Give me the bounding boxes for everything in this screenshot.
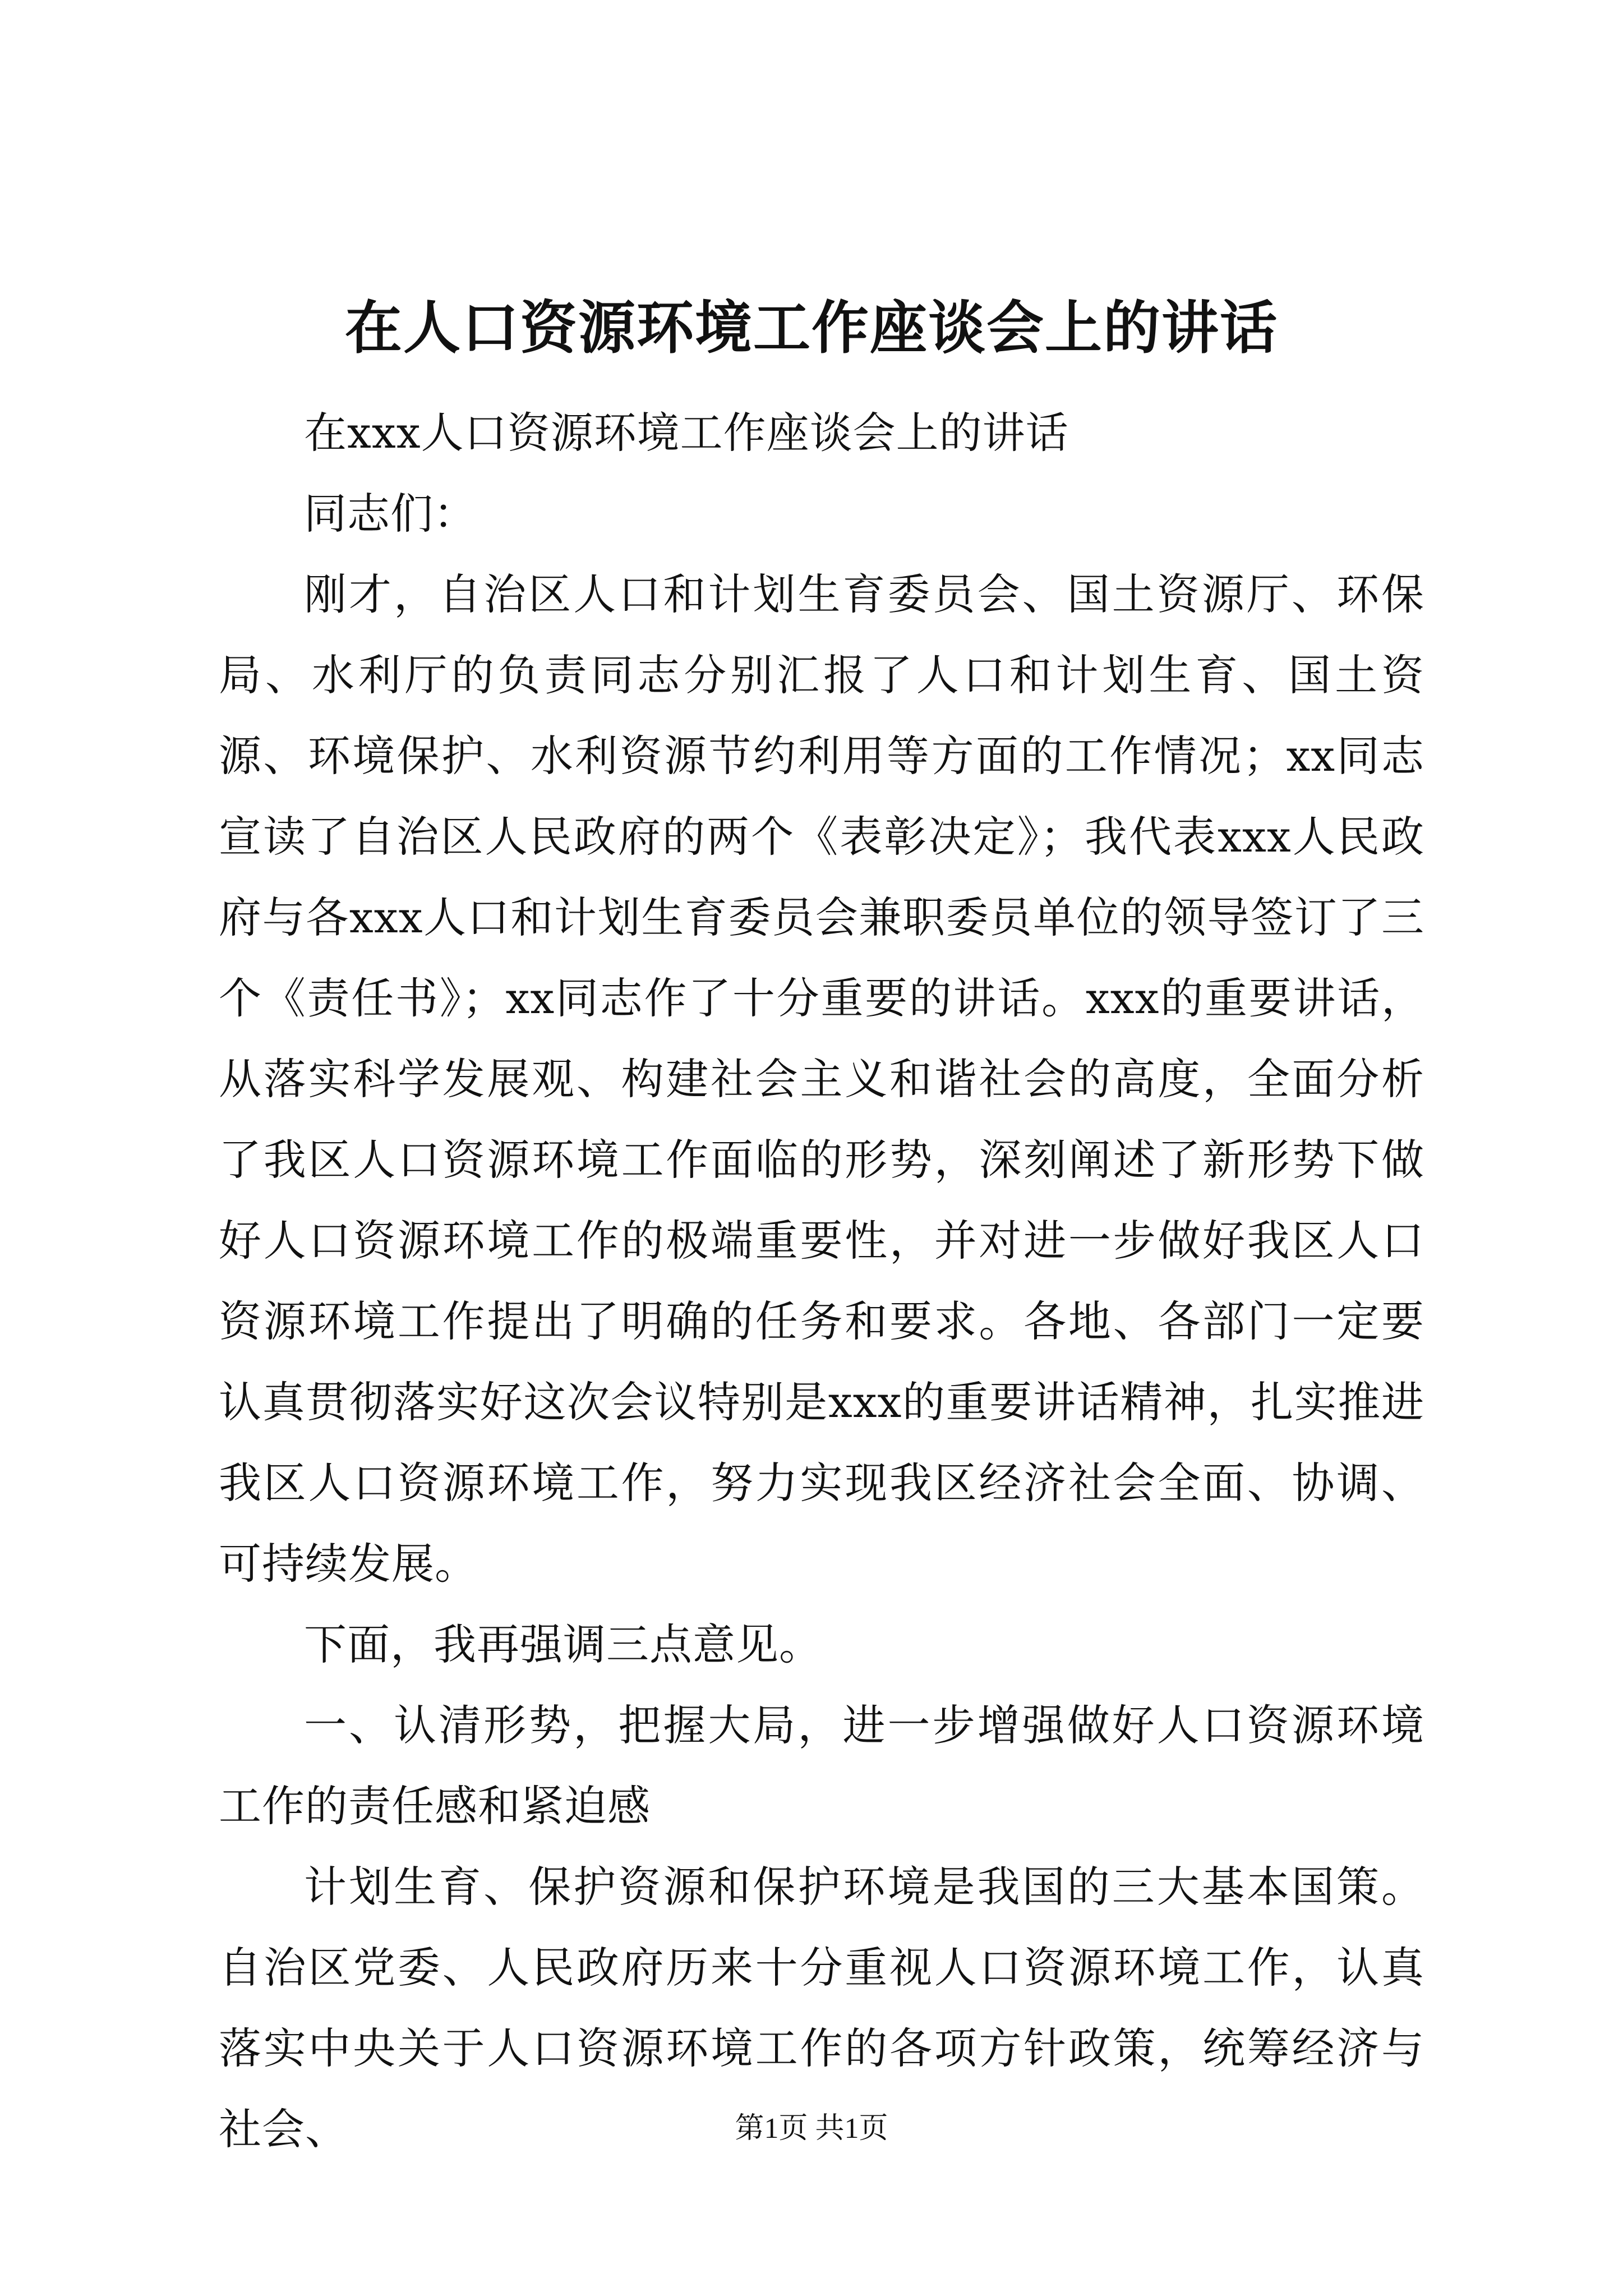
body-paragraph: 刚才，自治区人口和计划生育委员会、国土资源厅、环保局、水利厅的负责同志分别汇报了人口和计划生育、国土资源、环境保护、水利资源节约利用等方面的工作情况；xx同志宣读了自治区人民政府的两个《表彰决定》；我代表xxx人民政府与各xxx人口和计划生育委员会兼职委员单位的领导签订了三个《责任书》；xx同志作了十分重要的讲话。xxx的重要讲话，从落实科学发展观、构建社会主义和谐社会的高度，全面分析了我区人口资源环境工作面临的形势，深刻阐述了新形势下做好人口资源环境工作的极端重要性，并对进一步做好我区人口资源环境工作提出了明确的任务和要求。各地、各部门一定要认真贯彻落实好这次会议特别是xxx的重要讲话精神，扎实推进我区人口资源环境工作，努力实现我区经济社会全面、协调、可持续发展。 — [219, 569, 1424, 1589]
section-heading: 一、认清形势，把握大局，进一步增强做好人口资源环境工作的责任感和紧迫感 — [219, 1700, 1424, 1831]
document-body — [219, 393, 1424, 2170]
body-paragraph: 下面，我再强调三点意见。 — [304, 1619, 822, 1669]
page-footer: 第1页 共1页 — [735, 2113, 888, 2145]
speech-heading-line: 在xxx人口资源环境工作座谈会上的讲话 — [304, 408, 1069, 458]
salutation: 同志们： — [304, 489, 477, 539]
body-paragraph: 计划生育、保护资源和保护环境是我国的三大基本国策。自治区党委、人民政府历来十分重视人口资源环境工作，认真落实中央关于人口资源环境工作的各项方针政策，统筹经济与社会、 — [219, 1862, 1424, 2154]
document-title: 在人口资源环境工作座谈会上的讲话 — [345, 295, 1278, 362]
